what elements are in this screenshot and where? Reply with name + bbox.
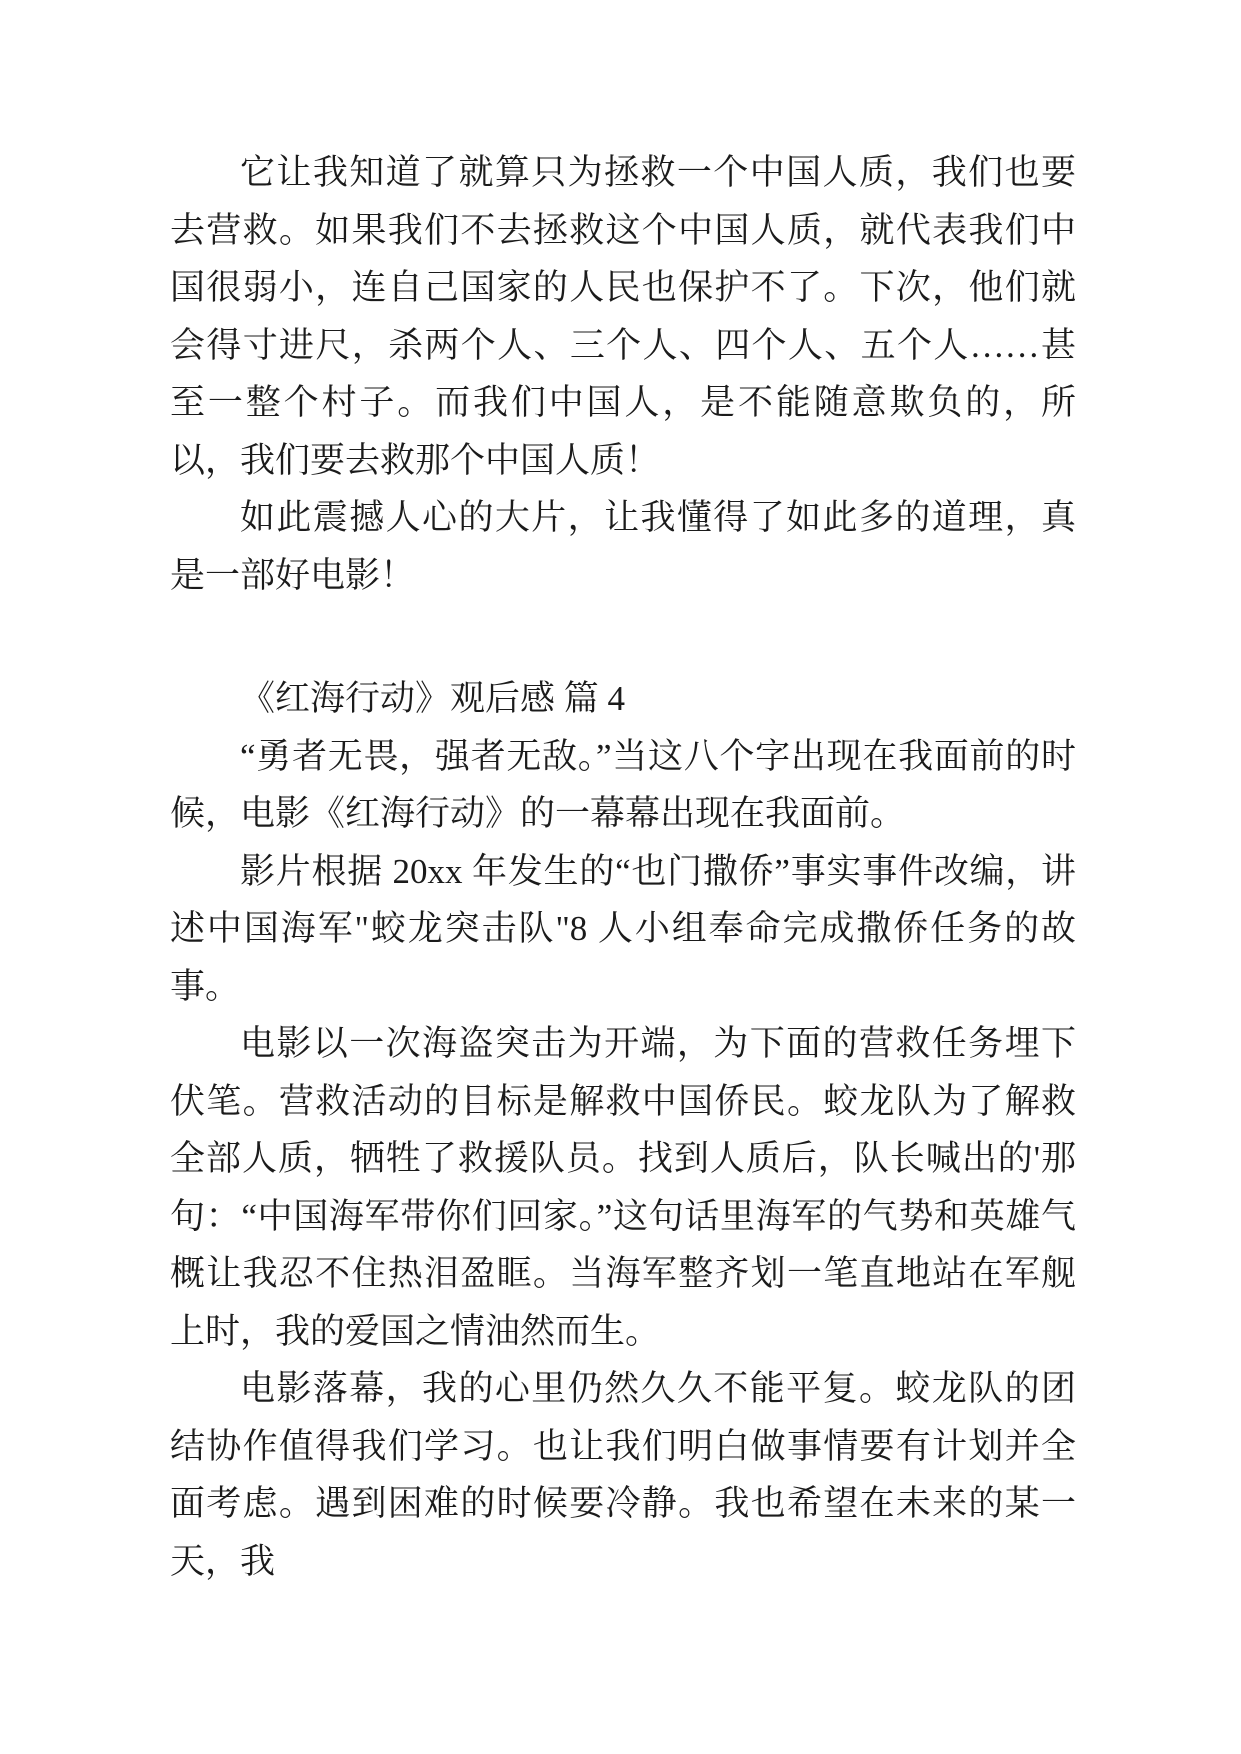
paragraph-good-movie-conclusion: 如此震撼人心的大片，让我懂得了如此多的道理，真是一部好电影！ [170, 498, 1076, 595]
paragraph-plot-summary: 电影以一次海盗突击为开端，为下面的营救任务埋下伏笔。营救活动的目标是解救中国侨民。蛟龙队为了解救全部人质，牺牲了救援队员。找到人质后，队长喊出的'那句：“中国海军带你们回家。”这句话里海军的气势和英雄气概让我忍不住热泪盈眶。当海军整齐划一笔直地站在军舰上时，我的爱国之情油然而生。 [170, 1024, 1076, 1351]
paragraph-rescue-reflection: 它让我知道了就算只为拯救一个中国人质，我们也要去营救。如果我们不去拯救这个中国人质，就代表我们中国很弱小，连自己国家的人民也保护不了。下次，他们就会得寸进尺，杀两个人、三个人、四个人、五个人……甚至一整个村子。而我们中国人，是不能随意欺负的，所以，我们要去救那个中国人质！ [170, 153, 1076, 480]
section-heading: 《红海行动》观后感 篇 4 [240, 679, 626, 718]
paragraph-film-background: 影片根据 20xx 年发生的“也门撒侨”事实事件改编，讲述中国海军"蛟龙突击队"8 人小组奉命完成撒侨任务的故事。 [170, 851, 1076, 1006]
document-text-block [170, 144, 1076, 1590]
paragraph-final-reflection: 电影落幕，我的心里仍然久久不能平复。蛟龙队的团结协作值得我们学习。也让我们明白做事情要有计划并全面考虑。遇到困难的时候要冷静。我也希望在未来的某一天，我 [170, 1369, 1076, 1581]
paragraph-opening-quote: “勇者无畏，强者无敌。”当这八个字出现在我面前的时候，电影《红海行动》的一幕幕出现在我面前。 [170, 736, 1076, 833]
